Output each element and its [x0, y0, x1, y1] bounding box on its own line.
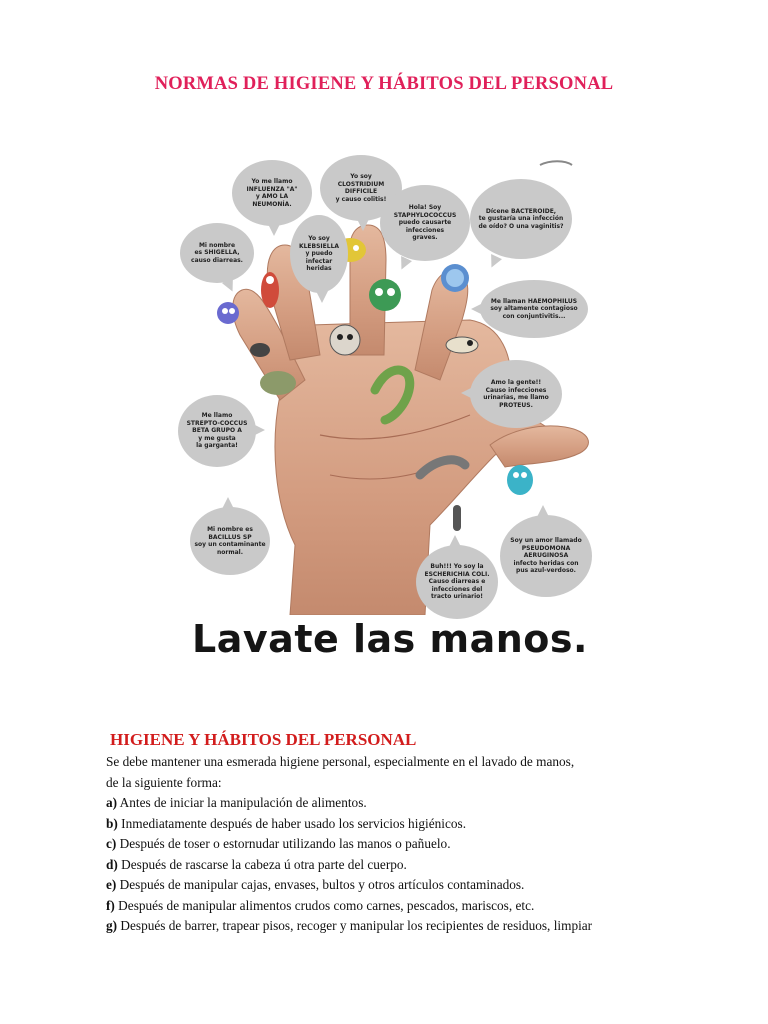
hygiene-section	[106, 728, 686, 937]
speech-bubble-haemophilus: Me llaman HAEMOPHILUS soy altamente contagioso con conjuntivitis...	[480, 280, 588, 338]
speech-bubble-staphylococcus: Hola! Soy STAPHYLOCOCCUS puedo causarte infecciones graves.	[380, 185, 470, 261]
speech-bubble-clostridium: Yo soy CLOSTRIDIUM DIFFICILE y causo colitis!	[320, 155, 402, 221]
poster-slogan: Lavate las manos.	[192, 617, 588, 661]
microbe-haemophilus-icon	[446, 337, 478, 353]
handwashing-list	[106, 793, 686, 937]
microbe-klebsiella-icon	[330, 325, 360, 355]
section-title: HIGIENE Y HÁBITOS DEL PERSONAL	[110, 730, 417, 749]
intro-line-2: de la siguiente forma:	[106, 774, 222, 790]
microbe-staphylococcus-icon	[369, 279, 401, 311]
microbe-pseudomona-icon	[507, 465, 533, 495]
page-title: NORMAS DE HIGIENE Y HÁBITOS DEL PERSONAL	[154, 74, 614, 94]
microbe-influenza-icon	[261, 272, 279, 308]
list-item: c) Después de toser o estornudar utilizando las manos o pañuelo.	[106, 836, 451, 851]
list-item: d) Después de rascarse la cabeza ú otra parte del cuerpo.	[106, 856, 407, 872]
microbe-shigella-icon	[217, 302, 239, 324]
speech-bubble-streptococcus: Me llamo STREPTO-COCCUS BETA GRUPO A y me gusta la garganta!	[178, 395, 256, 467]
list-item: g) Después de barrer, trapear pisos, recoger y manipular los recipientes de residuos, limpiar	[106, 918, 593, 933]
intro-line-1: Se debe mantener una esmerada higiene personal, especialmente en el lavado de manos,	[106, 754, 575, 769]
list-item: e) Después de manipular cajas, envases, bultos y otros artículos contaminados.	[106, 877, 525, 892]
speech-bubble-klebsiella: Yo soy KLEBSIELLA y puedo infectar heridas	[290, 215, 348, 293]
microbe-bacillus-icon	[453, 505, 461, 531]
list-item: f) Después de manipular alimentos crudos como carnes, pescados, mariscos, etc.	[106, 897, 535, 913]
microbe-bacteroide-icon	[441, 264, 469, 292]
speech-bubble-ecoli: Buh!!! Yo soy la ESCHERICHIA COLI. Causo diarreas e infecciones del tracto urinario!	[416, 545, 498, 619]
list-item: a) Antes de iniciar la manipulación de alimentos.	[106, 795, 367, 810]
speech-bubble-shigella: Mi nombre es SHIGELLA, causo diarreas.	[180, 223, 254, 283]
list-item: b) Inmediatamente después de haber usado los servicios higiénicos.	[106, 815, 467, 831]
speech-bubble-proteus: Amo la gente!! Causo infecciones urinarias, me llamo PROTEUS.	[470, 360, 562, 428]
speech-bubble-influenza: Yo me llamo INFLUENZA "A" y AMO LA NEUMONÍA.	[232, 160, 312, 226]
speech-bubble-pseudomona: Soy un amor llamado PSEUDOMONA AERUGINOSA infecto heridas con pus azul-verdoso.	[500, 515, 592, 597]
speech-bubble-bacillus: Mi nombre es BACILLUS SP soy un contaminante normal.	[190, 507, 270, 575]
speech-bubble-bacteroide: Dícene BACTEROIDE, te gustaría una infección de oído? O una vaginitis?	[470, 179, 572, 259]
handwashing-poster	[170, 145, 598, 685]
